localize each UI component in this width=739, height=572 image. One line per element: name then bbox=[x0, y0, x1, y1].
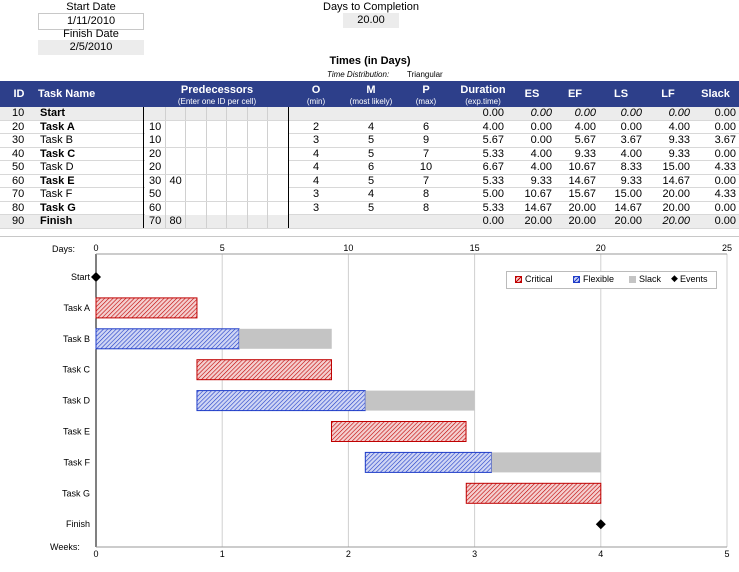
cell-es: 0.00 bbox=[530, 120, 552, 133]
header-p: P bbox=[422, 84, 430, 96]
predecessor-cell[interactable] bbox=[227, 188, 248, 201]
cell-lf: 0.00 bbox=[668, 107, 690, 119]
predecessor-cell[interactable] bbox=[268, 148, 289, 161]
cell-lf: 9.33 bbox=[668, 134, 690, 146]
cell-es: 0.00 bbox=[530, 107, 552, 119]
header-m: M bbox=[366, 84, 376, 96]
predecessor-cell[interactable]: 70 bbox=[145, 215, 166, 228]
header-es: ES bbox=[524, 88, 540, 100]
cell-es: 20.00 bbox=[524, 215, 552, 227]
slack-bar bbox=[239, 329, 332, 349]
cell-name[interactable]: Task E bbox=[40, 174, 75, 187]
table-row bbox=[0, 148, 739, 162]
cell-dur: 4.00 bbox=[482, 120, 504, 133]
cell-ef: 4.00 bbox=[574, 120, 596, 133]
start-date-label: Start Date bbox=[66, 1, 116, 13]
cell-name[interactable]: Task B bbox=[40, 134, 74, 146]
week-tick-label: 4 bbox=[598, 549, 604, 559]
cell-dur: 6.67 bbox=[482, 161, 504, 173]
cell-ls: 15.00 bbox=[614, 188, 642, 200]
predecessor-cell[interactable] bbox=[268, 134, 289, 147]
predecessor-cell[interactable] bbox=[227, 175, 248, 188]
predecessor-cell[interactable] bbox=[166, 188, 187, 201]
cell-es: 4.00 bbox=[530, 161, 552, 173]
cell-name[interactable]: Task A bbox=[40, 120, 75, 133]
cell-m[interactable]: 4 bbox=[367, 120, 375, 133]
day-tick-label: 5 bbox=[219, 243, 225, 253]
cell-id: 50 bbox=[12, 161, 25, 173]
cell-lf: 14.67 bbox=[662, 174, 690, 187]
predecessor-cell[interactable]: 50 bbox=[145, 188, 166, 201]
header-ef: EF bbox=[567, 88, 583, 100]
predecessor-cell[interactable] bbox=[186, 134, 207, 147]
cell-p[interactable]: 10 bbox=[419, 161, 433, 173]
predecessor-cell[interactable] bbox=[227, 161, 248, 174]
predecessor-cell[interactable] bbox=[227, 215, 248, 228]
predecessor-cell[interactable] bbox=[166, 107, 187, 120]
cell-id: 90 bbox=[12, 215, 25, 227]
cell-p[interactable]: 9 bbox=[422, 134, 430, 146]
cell-slack: 0.00 bbox=[714, 201, 736, 214]
cell-dur: 5.67 bbox=[482, 134, 504, 146]
predecessor-cell[interactable] bbox=[186, 107, 207, 120]
predecessor-cell[interactable] bbox=[227, 134, 248, 147]
legend-critical-swatch bbox=[515, 276, 522, 283]
cell-name[interactable]: Finish bbox=[40, 215, 73, 227]
predecessor-cell[interactable] bbox=[186, 188, 207, 201]
header-predecessors: Predecessors bbox=[180, 84, 254, 96]
task-label: Task A bbox=[63, 302, 90, 313]
header-duration-sub: (exp.time) bbox=[465, 97, 501, 106]
week-tick-label: 3 bbox=[472, 549, 478, 559]
task-label: Task F bbox=[63, 457, 90, 468]
finish-date-value: 2/5/2010 bbox=[38, 40, 144, 55]
week-tick-label: 2 bbox=[345, 549, 351, 559]
cell-o[interactable] bbox=[288, 215, 344, 228]
cell-p[interactable] bbox=[398, 107, 454, 120]
cell-id: 60 bbox=[12, 174, 25, 187]
predecessor-cell[interactable] bbox=[248, 121, 269, 134]
predecessor-cell[interactable] bbox=[268, 188, 289, 201]
predecessor-cell[interactable] bbox=[186, 161, 207, 174]
predecessor-cell[interactable] bbox=[248, 202, 269, 215]
times-label: Times (in Days) bbox=[329, 55, 411, 67]
task-bar bbox=[331, 422, 466, 442]
day-tick-label: 15 bbox=[469, 243, 480, 253]
cell-o[interactable]: 4 bbox=[312, 174, 320, 187]
cell-m[interactable] bbox=[344, 107, 398, 120]
cell-ef: 0.00 bbox=[574, 107, 596, 119]
pred-left-border bbox=[143, 107, 144, 228]
table-header bbox=[0, 81, 739, 107]
time-distribution-value[interactable]: Triangular bbox=[407, 70, 443, 79]
cell-ef: 20.00 bbox=[568, 201, 596, 214]
predecessor-cell[interactable] bbox=[207, 175, 228, 188]
table-row bbox=[0, 121, 739, 135]
table-row bbox=[0, 175, 739, 189]
predecessor-cell[interactable]: 60 bbox=[145, 202, 166, 215]
task-label: Task D bbox=[62, 395, 90, 406]
cell-o[interactable]: 3 bbox=[312, 201, 320, 214]
cell-slack: 4.33 bbox=[714, 161, 736, 173]
predecessor-cell[interactable]: 10 bbox=[145, 121, 166, 134]
predecessor-cell[interactable] bbox=[227, 148, 248, 161]
cell-id: 40 bbox=[12, 147, 25, 160]
cell-m[interactable]: 5 bbox=[367, 134, 375, 146]
predecessor-cell[interactable] bbox=[166, 148, 187, 161]
day-tick-label: 25 bbox=[721, 243, 733, 253]
cell-id: 10 bbox=[12, 107, 25, 119]
cell-slack: 0.00 bbox=[714, 174, 736, 187]
cell-dur: 5.33 bbox=[482, 174, 504, 187]
predecessor-cell[interactable] bbox=[166, 121, 187, 134]
table-row bbox=[0, 134, 739, 148]
header-task-name: Task Name bbox=[38, 88, 96, 100]
cell-o[interactable]: 3 bbox=[312, 188, 320, 200]
predecessor-cell[interactable] bbox=[166, 161, 187, 174]
predecessor-cell[interactable] bbox=[227, 107, 248, 120]
header-id: ID bbox=[13, 88, 25, 100]
task-bar bbox=[197, 360, 332, 380]
cell-o[interactable]: 2 bbox=[312, 120, 320, 133]
chart-legend bbox=[506, 271, 717, 289]
start-date-field[interactable]: 1/11/2010 bbox=[38, 13, 144, 30]
cell-ls: 20.00 bbox=[614, 215, 642, 227]
predecessor-cell[interactable]: 40 bbox=[166, 175, 187, 188]
cell-ls: 4.00 bbox=[620, 147, 642, 160]
cell-dur: 5.00 bbox=[482, 188, 504, 200]
predecessor-cell[interactable] bbox=[248, 148, 269, 161]
predecessor-cell[interactable] bbox=[268, 161, 289, 174]
table-row bbox=[0, 188, 739, 202]
cell-id: 80 bbox=[12, 201, 25, 214]
cell-ls: 0.00 bbox=[620, 120, 642, 133]
cell-lf: 4.00 bbox=[668, 120, 690, 133]
predecessor-cell[interactable] bbox=[207, 148, 228, 161]
cell-dur: 5.33 bbox=[482, 147, 504, 160]
task-bar bbox=[466, 483, 601, 503]
header-m-sub: (most likely) bbox=[349, 97, 393, 106]
cell-name[interactable]: Task F bbox=[40, 188, 73, 200]
cell-ef: 9.33 bbox=[574, 147, 596, 160]
header-o-sub: (min) bbox=[306, 97, 326, 106]
predecessor-cell[interactable] bbox=[248, 134, 269, 147]
cell-m[interactable]: 5 bbox=[367, 147, 375, 160]
cell-p[interactable]: 7 bbox=[422, 174, 430, 187]
time-distribution-label: Time Distribution: bbox=[327, 70, 390, 79]
cell-es: 10.67 bbox=[524, 188, 552, 200]
cell-name[interactable]: Task G bbox=[40, 201, 76, 214]
cell-o[interactable]: 4 bbox=[312, 161, 320, 173]
cell-lf: 9.33 bbox=[668, 147, 690, 160]
slack-bar bbox=[492, 452, 601, 472]
predecessor-cell[interactable] bbox=[227, 121, 248, 134]
predecessor-cell[interactable] bbox=[248, 161, 269, 174]
pred-right-border bbox=[288, 107, 289, 228]
cell-ef: 14.67 bbox=[568, 174, 596, 187]
days-to-completion-value: 20.00 bbox=[343, 13, 399, 28]
cell-lf: 20.00 bbox=[662, 188, 690, 200]
cell-p[interactable]: 6 bbox=[422, 120, 430, 133]
predecessor-cell[interactable] bbox=[186, 148, 207, 161]
legend-slack: Slack bbox=[639, 274, 662, 284]
predecessor-cell[interactable] bbox=[268, 175, 289, 188]
cell-ls: 0.00 bbox=[620, 107, 642, 119]
day-tick-label: 0 bbox=[93, 243, 99, 253]
cell-ef: 10.67 bbox=[568, 161, 596, 173]
header-slack: Slack bbox=[701, 88, 730, 100]
legend-flexible: Flexible bbox=[583, 274, 615, 284]
cell-slack: 0.00 bbox=[714, 107, 736, 119]
cell-slack: 3.67 bbox=[714, 134, 736, 146]
task-bar bbox=[365, 452, 491, 472]
predecessor-cell[interactable] bbox=[248, 215, 269, 228]
slack-bar bbox=[365, 391, 474, 411]
cell-ls: 8.33 bbox=[620, 161, 642, 173]
table-row bbox=[0, 107, 739, 121]
cell-slack: 0.00 bbox=[714, 147, 736, 160]
event-marker bbox=[91, 272, 101, 282]
cell-es: 14.67 bbox=[524, 201, 552, 214]
legend-slack-swatch bbox=[629, 276, 636, 283]
task-bar bbox=[197, 391, 365, 411]
cell-ef: 15.67 bbox=[568, 188, 596, 200]
cell-lf: 20.00 bbox=[662, 215, 690, 227]
task-label: Start bbox=[70, 272, 90, 282]
days-to-completion-label: Days to Completion bbox=[323, 1, 419, 13]
task-label: Finish bbox=[65, 519, 90, 530]
cell-slack: 0.00 bbox=[714, 120, 736, 133]
table-row bbox=[0, 161, 739, 175]
cell-lf: 15.00 bbox=[662, 161, 690, 173]
weeks-axis-label: Weeks: bbox=[50, 542, 80, 552]
legend-events: Events bbox=[680, 274, 708, 284]
table-row bbox=[0, 202, 739, 216]
predecessor-cell[interactable] bbox=[186, 175, 207, 188]
task-label: Task E bbox=[62, 426, 90, 437]
predecessor-cell[interactable]: 20 bbox=[145, 148, 166, 161]
finish-date-label: Finish Date bbox=[63, 28, 119, 40]
predecessor-cell[interactable] bbox=[227, 202, 248, 215]
cell-dur: 0.00 bbox=[482, 215, 504, 227]
task-bar bbox=[96, 298, 197, 318]
predecessor-cell[interactable] bbox=[268, 107, 289, 120]
header-p-sub: (max) bbox=[415, 97, 437, 106]
predecessor-cell[interactable] bbox=[207, 202, 228, 215]
cell-o[interactable]: 4 bbox=[312, 147, 320, 160]
cell-m[interactable] bbox=[344, 215, 398, 228]
cell-ef: 20.00 bbox=[568, 215, 596, 227]
cell-dur: 0.00 bbox=[482, 107, 504, 119]
cell-lf: 20.00 bbox=[662, 201, 690, 214]
cell-p[interactable]: 8 bbox=[422, 188, 430, 200]
header-duration: Duration bbox=[460, 84, 506, 96]
legend-flexible-swatch bbox=[573, 276, 580, 283]
cell-slack: 4.33 bbox=[714, 188, 736, 200]
cell-name[interactable]: Task D bbox=[40, 161, 74, 173]
table-row bbox=[0, 215, 739, 229]
predecessor-cell[interactable] bbox=[186, 215, 207, 228]
week-tick-label: 1 bbox=[219, 549, 225, 559]
predecessor-cell[interactable]: 20 bbox=[145, 161, 166, 174]
day-tick-label: 10 bbox=[343, 243, 354, 253]
predecessor-cell[interactable] bbox=[207, 121, 228, 134]
legend-events-icon: ◆ bbox=[671, 273, 678, 283]
predecessor-cell[interactable] bbox=[166, 202, 187, 215]
predecessor-cell[interactable] bbox=[207, 107, 228, 120]
cell-ls: 9.33 bbox=[620, 174, 642, 187]
predecessor-cell[interactable] bbox=[268, 202, 289, 215]
predecessor-cell[interactable] bbox=[207, 161, 228, 174]
cell-m[interactable]: 4 bbox=[367, 188, 375, 200]
week-tick-label: 0 bbox=[93, 549, 99, 559]
cell-name[interactable]: Start bbox=[40, 107, 66, 119]
cell-id: 20 bbox=[12, 120, 25, 133]
header-ls: LS bbox=[613, 88, 629, 100]
predecessor-cell[interactable] bbox=[248, 188, 269, 201]
cell-p[interactable]: 8 bbox=[422, 201, 430, 214]
cell-m[interactable]: 6 bbox=[367, 161, 375, 173]
day-tick-label: 20 bbox=[595, 243, 606, 253]
task-bar bbox=[96, 329, 239, 349]
cell-m[interactable]: 5 bbox=[367, 174, 375, 187]
predecessor-cell[interactable] bbox=[145, 107, 166, 120]
predecessor-cell[interactable] bbox=[186, 121, 207, 134]
task-label: Task C bbox=[62, 364, 90, 375]
cell-p[interactable] bbox=[398, 215, 454, 228]
cell-slack: 0.00 bbox=[714, 215, 736, 227]
cell-id: 70 bbox=[12, 188, 25, 200]
cell-o[interactable]: 3 bbox=[312, 134, 320, 146]
predecessor-cell[interactable] bbox=[207, 215, 228, 228]
predecessor-cell[interactable] bbox=[186, 202, 207, 215]
cell-ef: 5.67 bbox=[574, 134, 596, 146]
cell-name[interactable]: Task C bbox=[40, 147, 76, 160]
predecessor-cell[interactable]: 80 bbox=[166, 215, 187, 228]
header-predecessors-sub: (Enter one ID per cell) bbox=[177, 97, 257, 106]
predecessor-cell[interactable] bbox=[207, 188, 228, 201]
predecessor-cell[interactable]: 10 bbox=[145, 134, 166, 147]
predecessor-cell[interactable]: 30 bbox=[145, 175, 166, 188]
task-label: Task G bbox=[61, 488, 90, 499]
week-tick-label: 5 bbox=[724, 549, 730, 559]
cell-ls: 3.67 bbox=[620, 134, 642, 146]
cell-es: 9.33 bbox=[530, 174, 552, 187]
cell-m[interactable]: 5 bbox=[367, 201, 375, 214]
task-label: Task B bbox=[62, 333, 90, 344]
header-o: O bbox=[311, 84, 321, 96]
cell-p[interactable]: 7 bbox=[422, 147, 430, 160]
predecessor-cell[interactable] bbox=[207, 134, 228, 147]
cell-o[interactable] bbox=[288, 107, 344, 120]
predecessor-cell[interactable] bbox=[248, 175, 269, 188]
cell-es: 0.00 bbox=[530, 134, 552, 146]
legend-critical: Critical bbox=[525, 274, 553, 284]
predecessor-cell[interactable] bbox=[166, 134, 187, 147]
cell-dur: 5.33 bbox=[482, 201, 504, 214]
days-axis-label: Days: bbox=[52, 244, 76, 254]
predecessor-cell[interactable] bbox=[268, 121, 289, 134]
cell-id: 30 bbox=[12, 134, 25, 146]
cell-ls: 14.67 bbox=[614, 201, 642, 214]
predecessor-cell[interactable] bbox=[248, 107, 269, 120]
event-marker bbox=[596, 519, 606, 529]
predecessor-cell[interactable] bbox=[268, 215, 289, 228]
header-lf: LF bbox=[661, 88, 675, 100]
cell-es: 4.00 bbox=[530, 147, 552, 160]
